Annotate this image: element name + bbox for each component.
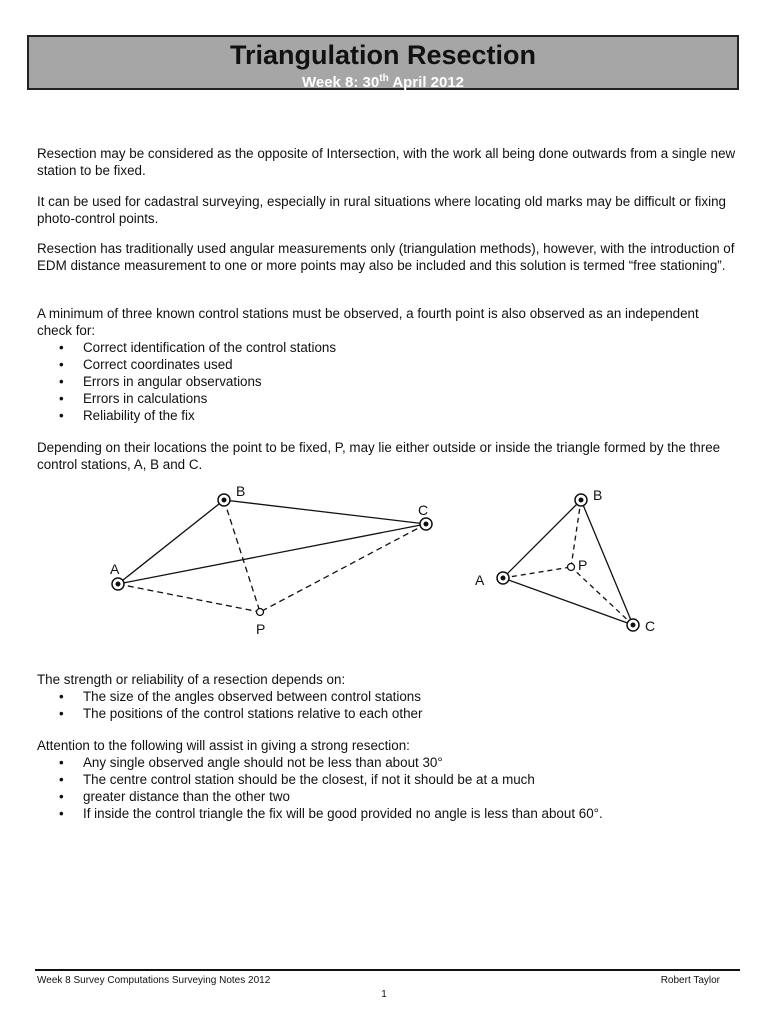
paragraph-strength: The strength or reliability of a resection depends on:: [37, 672, 346, 687]
footer-divider: [35, 969, 740, 971]
list-item: • Correct identification of the control stations: [37, 339, 737, 356]
ray-cp: [260, 524, 426, 612]
label-b: B: [593, 487, 603, 503]
strength-list: [37, 688, 737, 722]
intro-section: [37, 145, 737, 179]
strength-section: [37, 671, 737, 722]
paragraph-location: Depending on their locations the point to be fixed, P, may lie either outside or inside the triangle formed by the three control stations, A, B and C.: [37, 440, 721, 472]
point-p: [257, 609, 264, 616]
page-subtitle: [29, 70, 737, 92]
diagram-inside: [465, 478, 665, 648]
label-p: P: [578, 557, 588, 573]
list-item: • Reliability of the fix: [37, 407, 737, 424]
line-bc: [224, 500, 429, 524]
label-b: B: [236, 483, 246, 499]
station-a: [112, 578, 124, 590]
subtitle-sup: th: [379, 73, 389, 84]
attention-section: [37, 737, 737, 822]
subtitle-suffix: April 2012: [388, 74, 465, 91]
paragraph-edm: Resection has traditionally used angular measurements only (triangulation methods), however, with the introduction of EDM distance measurement to one or more points may also be included and this solution is termed “free stationing”.: [37, 241, 735, 273]
station-b: [218, 494, 230, 506]
diagram-outside: [100, 478, 450, 648]
list-item: • Errors in calculations: [37, 390, 737, 407]
list-item: • The size of the angles observed between control stations: [37, 688, 737, 705]
label-c: C: [418, 502, 429, 518]
ray-ap: [118, 584, 260, 612]
label-p: P: [256, 621, 266, 637]
line-ab: [118, 500, 224, 584]
line-ac: [503, 578, 633, 625]
title-box: [27, 35, 739, 90]
list-item: • Any single observed angle should not be less than about 30°: [37, 754, 737, 771]
label-a: A: [110, 561, 120, 577]
paragraph-intro: Resection may be considered as the opposite of Intersection, with the work all being done outwards from a single new station to be fixed.: [37, 146, 736, 178]
minimum-section: [37, 305, 737, 424]
footer-left: Week 8 Survey Computations Surveying Notes 2012: [37, 975, 271, 986]
page-title: Triangulation Resection: [229, 40, 537, 70]
page-number: 1: [381, 989, 387, 1000]
edm-section: [37, 240, 737, 274]
line-bc: [581, 500, 633, 625]
list-item: • The centre control station should be the closest, if not it should be at a much: [37, 771, 737, 788]
station-b: [575, 494, 587, 506]
label-a: A: [475, 572, 485, 588]
station-c: [627, 619, 639, 631]
location-section: [37, 439, 737, 473]
subtitle-prefix: Week 8: 30: [301, 74, 380, 91]
list-item: • The positions of the control stations relative to each other: [37, 705, 737, 722]
attention-list: [37, 754, 737, 822]
line-ac: [118, 524, 426, 584]
point-p: [568, 564, 575, 571]
footer-right: Robert Taylor: [660, 975, 720, 986]
cadastral-section: [37, 193, 737, 227]
ray-bp: [224, 500, 260, 612]
ray-cp: [571, 567, 633, 625]
paragraph-minimum: A minimum of three known control stations must be observed, a fourth point is also observed as an independent check for:: [37, 306, 699, 338]
list-item: • Errors in angular observations: [37, 373, 737, 390]
station-c: [420, 518, 432, 530]
paragraph-cadastral: It can be used for cadastral surveying, especially in rural situations where locating old marks may be difficult or fixing photo-control points.: [37, 194, 726, 226]
station-a: [497, 572, 509, 584]
paragraph-attention: Attention to the following will assist in giving a strong resection:: [37, 738, 410, 753]
list-item: • greater distance than the other two: [37, 788, 737, 805]
label-c: C: [645, 618, 656, 634]
check-list: [37, 339, 737, 424]
list-item: • Correct coordinates used: [37, 356, 737, 373]
list-item: • If inside the control triangle the fix will be good provided no angle is less than about 60°.: [37, 805, 737, 822]
